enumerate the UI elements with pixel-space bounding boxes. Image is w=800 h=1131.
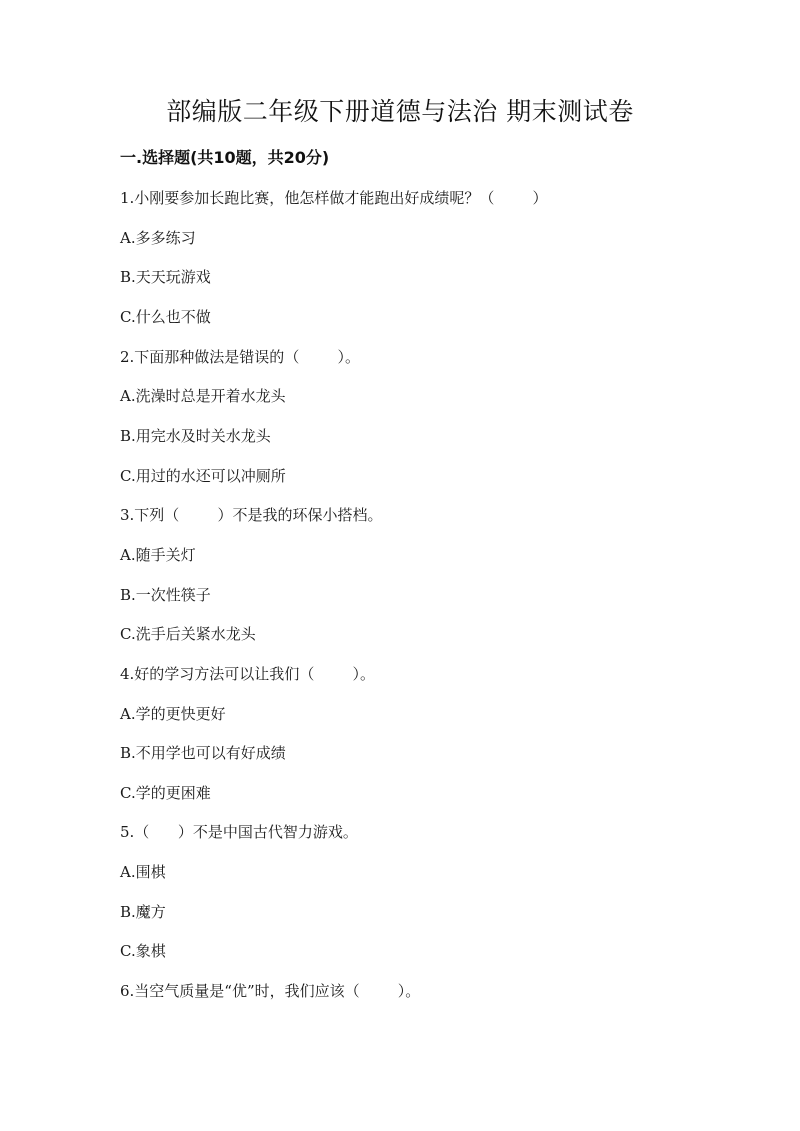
question-option: A.多多练习 [120,229,196,247]
question-option: C.象棋 [120,942,166,960]
question-option: C.用过的水还可以冲厕所 [120,467,286,485]
question-option: A.学的更快更好 [120,705,226,723]
question-stem: 1.小刚要参加长跑比赛，他怎样做才能跑出好成绩呢？（ ） [120,189,548,207]
question-stem: 6.当空气质量是“优”时，我们应该（ ）。 [120,982,421,1000]
question-option: A.围棋 [120,863,166,881]
question-option: C.学的更困难 [120,784,211,802]
question-option: B.不用学也可以有好成绩 [120,744,286,762]
question-option: A.随手关灯 [120,546,196,564]
question-stem: 3.下列（ ）不是我的环保小搭档。 [120,506,383,524]
question-option: C.什么也不做 [120,308,211,326]
page-title: 部编版二年级下册道德与法治 期末测试卷 [166,97,634,126]
question-option: A.洗澡时总是开着水龙头 [120,387,286,405]
question-option: B.一次性筷子 [120,586,211,604]
question-option: C.洗手后关紧水龙头 [120,625,256,643]
question-stem: 2.下面那种做法是错误的（ ）。 [120,348,360,366]
question-option: B.天天玩游戏 [120,268,211,286]
question-option: B.魔方 [120,903,166,921]
question-stem: 4.好的学习方法可以让我们（ ）。 [120,665,375,683]
section-heading: 一.选择题(共10题，共20分) [120,148,330,167]
question-option: B.用完水及时关水龙头 [120,427,271,445]
question-stem: 5.（ ）不是中国古代智力游戏。 [120,823,358,841]
